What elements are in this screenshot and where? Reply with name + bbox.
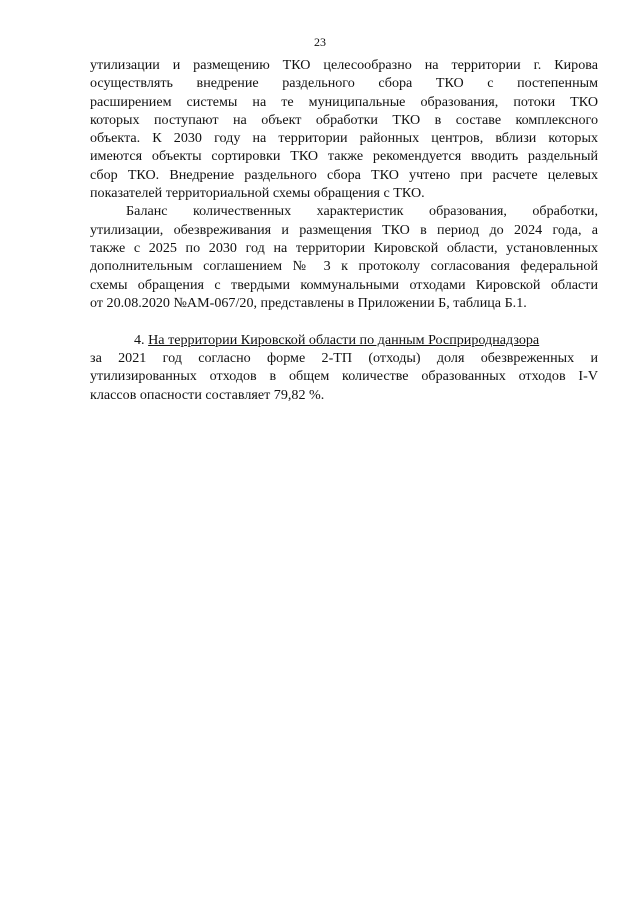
text-line: за 2021 год согласно форме 2-ТП (отходы) доля обезвреженных и (90, 349, 598, 366)
item-4-heading-line (90, 331, 598, 349)
text-line: имеются объекты сортировки ТКО также рекомендуется вводить раздельный (90, 148, 598, 165)
text-line: которых поступают на объект обработки ТКО в составе комплексного (90, 111, 598, 128)
text-line: объекта. К 2030 году на территории районных центров, вблизи которых (90, 130, 598, 147)
text-line: расширением системы на те муниципальные образования, потоки ТКО (90, 93, 598, 110)
document-body (90, 56, 598, 404)
paragraph-separate-collection (90, 56, 598, 202)
text-line: утилизированных отходов в общем количестве образованных отходов I-V (90, 368, 598, 385)
item-number: 4. (134, 331, 145, 348)
text-line: утилизации и размещению ТКО целесообразно на территории г. Кирова (90, 57, 598, 73)
text-line: дополнительным соглашением № 3 к протоколу согласования федеральной (90, 258, 598, 275)
text-line: Баланс количественных характеристик образования, обработки, (126, 203, 598, 220)
paragraph-balance (90, 202, 598, 312)
text-line: утилизации, обезвреживания и размещения ТКО в период до 2024 года, а (90, 221, 598, 238)
text-line: осуществлять внедрение раздельного сбора ТКО с постепенным (90, 75, 598, 92)
item-underlined-text: На территории Кировской области по данным Росприроднадзора (148, 331, 540, 348)
page-number: 23 (314, 35, 326, 49)
text-line: схемы обращения с твердыми коммунальными отходами Кировской области (90, 276, 598, 293)
text-line: классов опасности составляет 79,82 %. (90, 386, 325, 403)
text-line: также с 2025 по 2030 год на территории Кировской области, установленных (90, 239, 598, 256)
text-line: сбор ТКО. Внедрение раздельного сбора ТКО учтено при расчете целевых (90, 166, 598, 183)
item-4 (90, 331, 598, 404)
text-line: от 20.08.2020 №АМ-067/20, представлены в Приложении Б, таблица Б.1. (90, 294, 527, 311)
paragraph-gap (90, 312, 598, 331)
text-line: показателей территориальной схемы обращения с ТКО. (90, 185, 425, 202)
